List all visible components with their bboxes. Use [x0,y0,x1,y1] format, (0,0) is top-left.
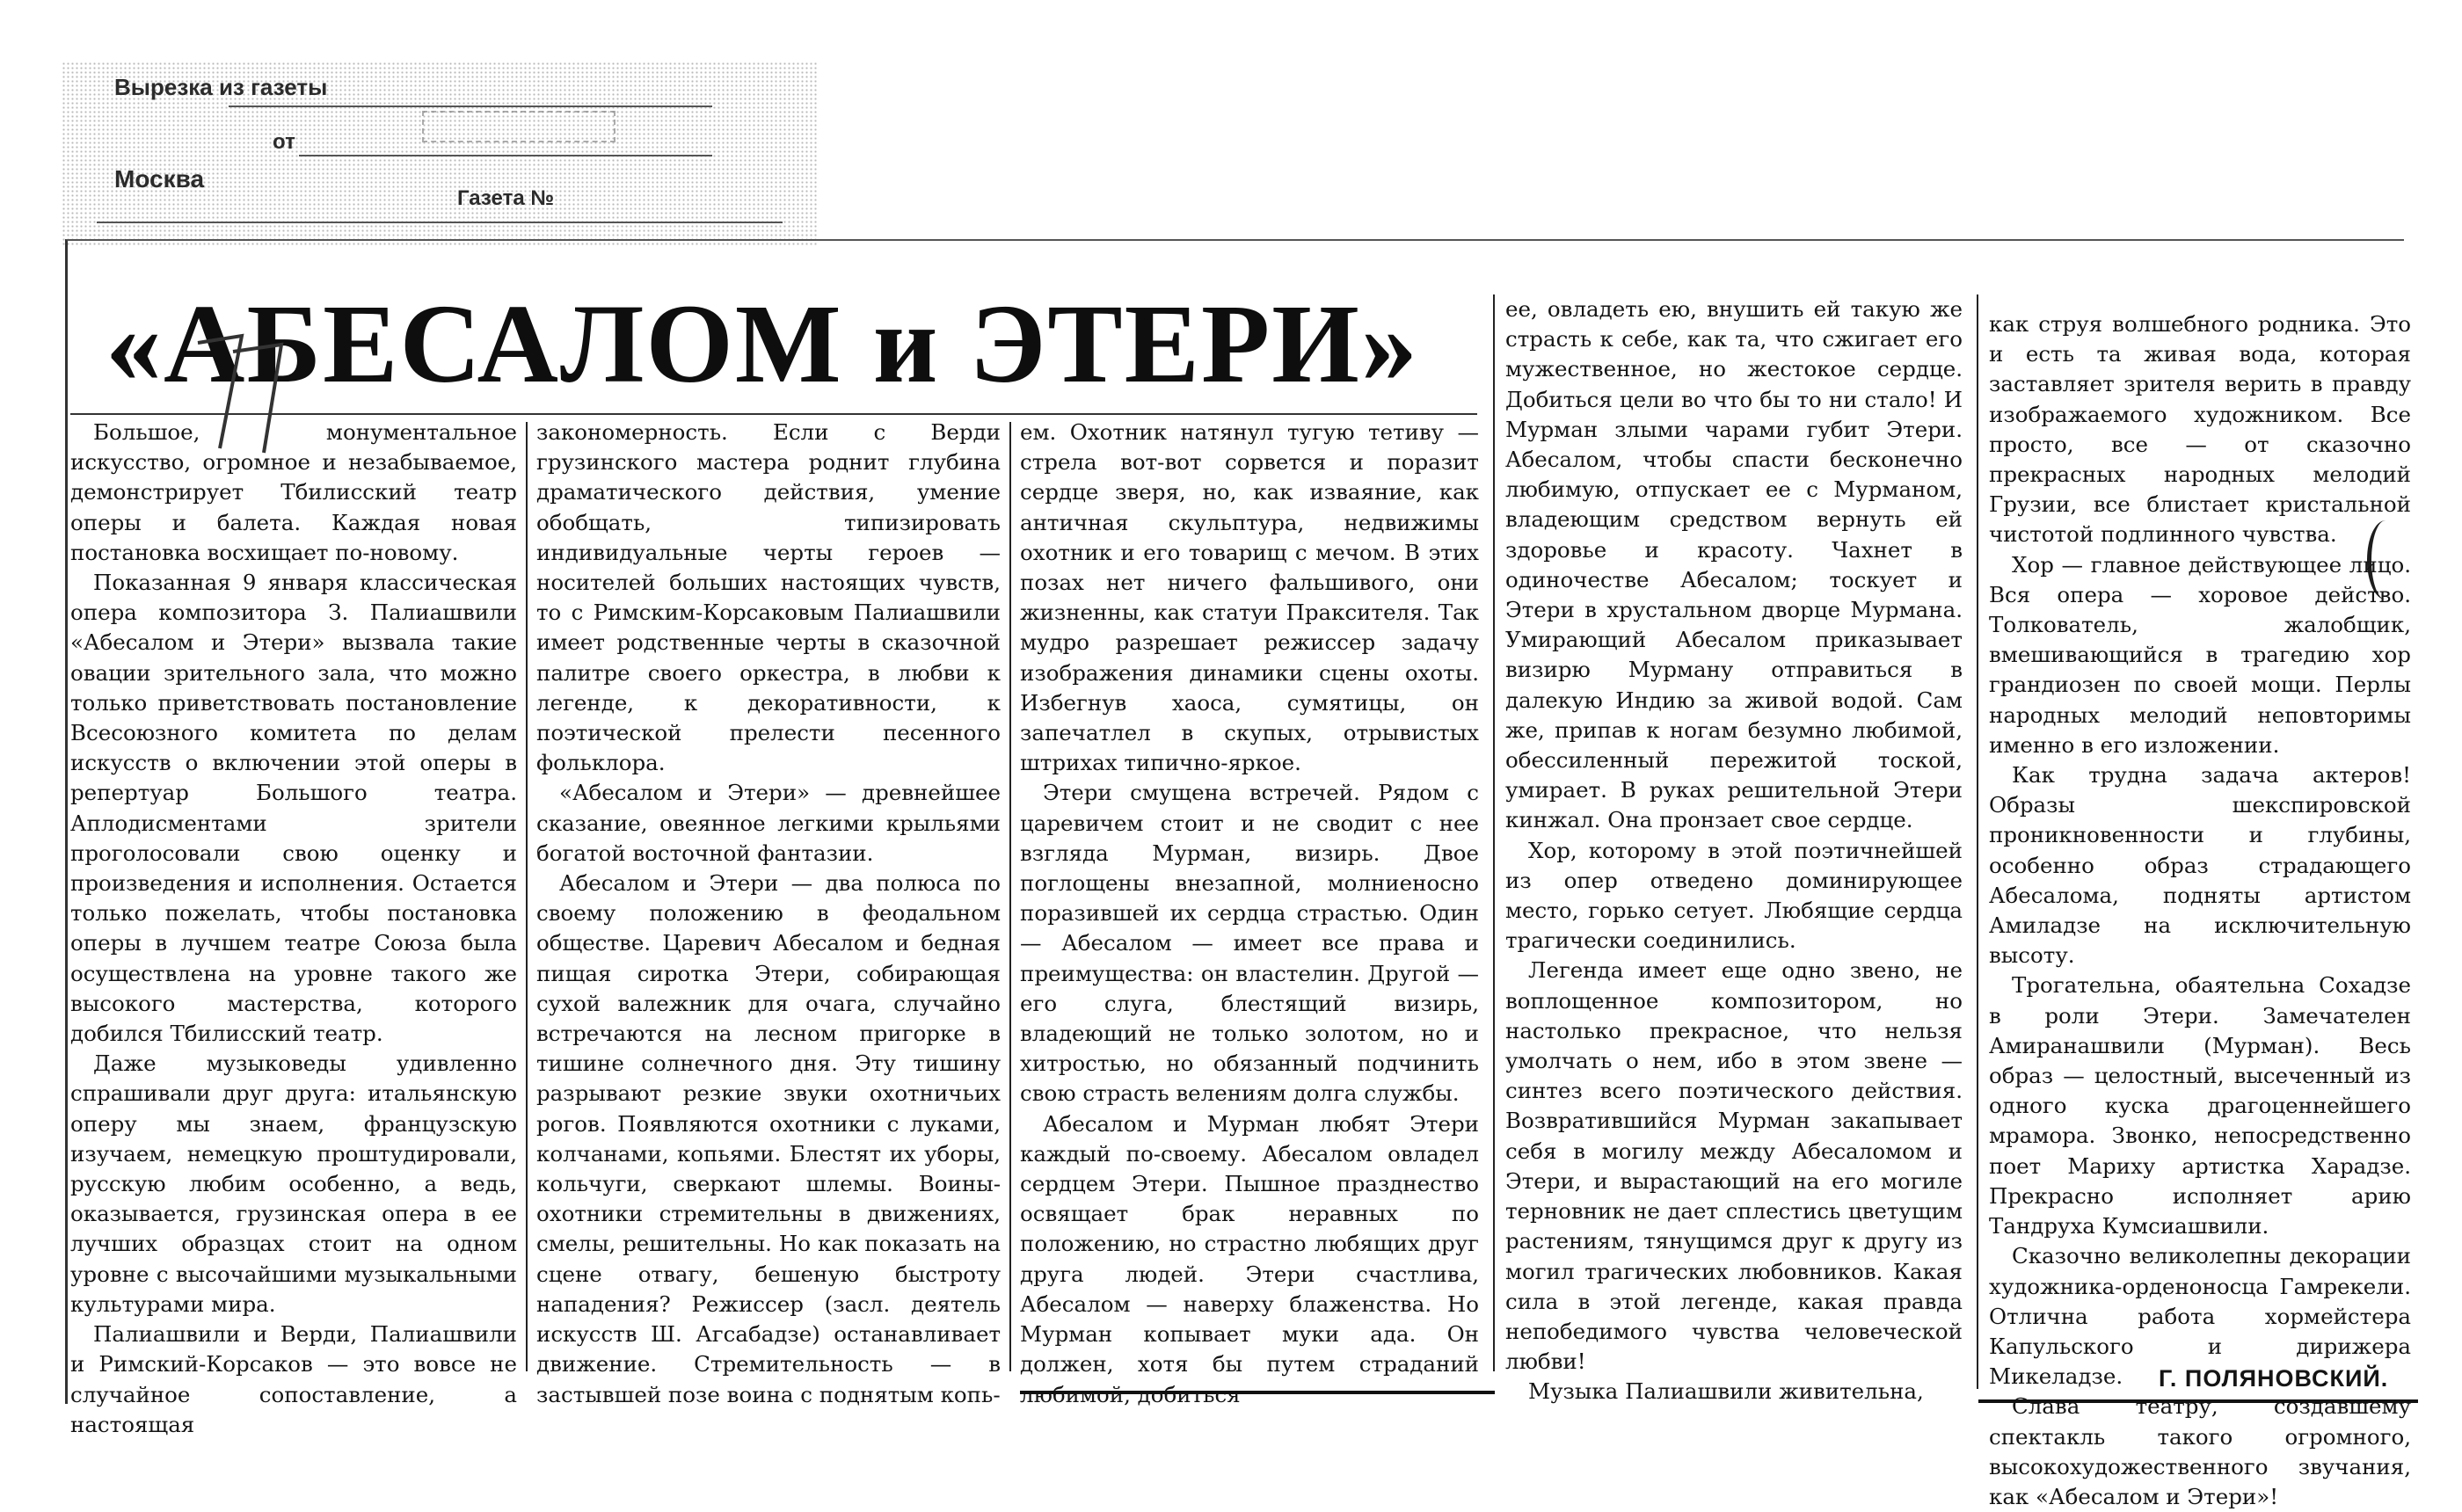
paragraph: как струя волшебного родника. Это и есть та живая вода, которая заставляет зрителя верить в правду изображаемого художником. Все просто, все — от сказочно прекрасных народных мелодий Грузии, все блистает кристальной чистотой подлинного чувства. [1989,311,2411,548]
paragraph: Музыка Палиашвили живительна, [1528,1378,1924,1405]
author-signature: Г. ПОЛЯНОВСКИЙ. [2159,1365,2389,1392]
paragraph: Трогательна, обаятельна Сохадзе в роли Этери. Замечателен Амиранашвили (Мурман). Весь образ — целостный, высеченный из одного куска драгоценнейшего мрамора. Звонко, непосредственно поет Мариху артистка Харадзе. Прекрасно исполняет арию Тандруха Кумсиашвили. [1989,972,2411,1239]
article-column-3 [1020,418,1479,1410]
paragraph: Слава театру, создавшему спектакль такого огромного, высокохудожественного звучания, как «Абесалом и Этери»! [1989,1393,2411,1509]
clipping-city-label: Москва [114,165,205,193]
clipping-source-label: Вырезка из газеты [114,74,328,100]
column-rule [1493,294,1495,1371]
paragraph: Хор — главное действующее лицо. Вся опера — хоровое действо. Толкователь, жалобщик, вмешивающийся в трагедию хор грандиозен по своей мощи. Перлы народных мелодий неповторимы именно в его изложении. [1989,551,2411,758]
slip-rule [229,105,712,107]
paragraph: ем. Охотник натянул тугую тетиву — стрела вот-вот сорвется и поразит сердце зверя, но, как изваяние, как античная скульптура, недвижимы охотник и его товарищ с мечом. В этих позах нет ничего фальшивого, они жизненны, как статуи Праксителя. Так мудро разрешает режиссер задачу изображения динамики сцены охоты. Избегнув хаоса, сумятицы, он запечатлел в скупых, отрывистых штрихах типично-яркое. [1020,419,1479,776]
article-headline: «АБЕСАЛОМ и ЭТЕРИ» [106,281,1419,406]
slip-rule [97,222,783,223]
paragraph: Абесалом и Этери — два полюса по своему положению в феодальном обществе. Царевич Абесалом и бедная пищая сиротка Этери, собирающая сухой валежник для очага, случайно встречаются на лесном пригорке в тишине солнечного дня. Эту тишину разрывают резкие звуки охотничьих рогов. Появляются охотники с луками, колчанами, копьями. Блестят их уборы, кольчуги, сверкают шлемы. Воины-охотники стремительны в движениях, смелы, решительны. Но как показать на сцене отвагу, бешеную быстроту нападения? Режиссер (засл. деятель искусств Ш. Агсабадзе) останавливает движение. Стремительность — в застывшей позе воина с поднятым копь- [536,870,1001,1407]
clipping-date-label: от [273,130,295,154]
paragraph: Абесалом и Мурман любят Этери каждый по-своему. Абесалом овладел сердцем Этери. Пышное празднество освящает брак неравных по положению, но страстно любящих друг друга людей. Этери счастлива, Абесалом — наверху блаженства. Но Мурман копывает муки ада. Он должен, хотя бы путем страданий любимой, добиться [1020,1110,1479,1407]
bottom-rule [1020,1391,1495,1394]
paragraph: Хор, которому в этой поэтичнейшей из опер отведено доминирующее место, горько сетует. Любящие сердца трагически соединились. [1505,837,1963,954]
paragraph: Сказочно великолепны декорации художника-орденоносца Гамрекели. Отлична работа хормейстера Капульского и дирижера Микеладзе. [1989,1243,2411,1390]
paragraph: ее, овладеть ею, внушить ей такую же страсть к себе, как та, что сжигает его мужественное, но жестокое сердце. Добиться цели во что бы то ни стало! И Мурман злыми чарами губит Этери. Абесалом, чтобы спасти бесконечно любимую, отпускает ее с Мурманом, владеющим средством вернуть ей здоровье и красоту. Чахнет в одиночестве Абесалом; тоскует и Этери в хрустальном дворце Мурмана. Умирающий Абесалом приказывает визирю Мурману отправиться в далекую Индию за живой водой. Сам же, припав к ногам безумно любимой, обессиленный пережитой тоской, умирает. В руках решительной Этери кинжал. Она пронзает свое сердце. [1505,296,1963,833]
slip-rule [299,155,712,156]
paragraph: Этери смущена встречей. Рядом с царевичем стоит и не сводит с нее взгляда Мурман, визирь. Двое поглощены внезапной, молниеносно поразившей их сердца страстью. Один — Абесалом — имеет все права и преимущества: он властелин. Другой — его слуга, блестящий визирь, владеющий не только золотом, но и хитростью, но обязанный подчинить свою страсть велениям долга службы. [1020,780,1479,1107]
paragraph: Показанная 9 января классическая опера композитора З. Палиашвили «Абесалом и Этери» вызвала такие овации зрительного зала, что можно только приветствовать постановление Всесоюзного комитета по делам искусств о включении этой оперы в репертуар Большого театра. Аплодисментами зрители проголосовали свою оценку и произведения и исполнения. Остается только пожелать, чтобы постановка оперы в лучшем театре Союза была осуществлена на уровне такого же высокого мастерства, которого добился Тбилисский театр. [70,570,517,1047]
paragraph: Как трудна задача актеров! Образы шекспировской проникновенности и глубины, особенно образ страдающего Абесалома, подняты артистом Амиладзе на исключительную высоту. [1989,762,2411,969]
article-column-5 [1989,309,2411,1512]
article-column-1 [70,418,517,1440]
paragraph: Легенда имеет еще одно звено, не воплощенное композитором, но настолько прекрасное, что нельзя умолчать о нем, ибо в этом звене — синтез всего поэтического действия. Возвратившийся Мурман закапывает себя в могилу между Абесаломом и Этери, и вырастающий на его могиле терновник не дает сплестись цветущим растениям, тянущимся друг к другу из могил трагических любовников. Какая сила в этой легенде, какая правда непобедимого чувства человеческой любви! [1505,957,1963,1375]
column-rule [526,422,528,1371]
column-rule [1977,294,1978,1389]
paragraph: «Абесалом и Этери» — древнейшее сказание, овеянное легкими крыльями богатой восточной фантазии. [536,780,1001,866]
paragraph: Большое, монументальное искусство, огромное и незабываемое, демонстрирует Тбилисский театр оперы и балета. Каждая новая постановка восхищает по-новому. [70,419,517,565]
paragraph: Даже музыковеды удивленно спрашивали друг друга: итальянскую оперу мы знаем, французскую изучаем, немецкую проштудировали, русскую любим особенно, а ведь, оказывается, грузинская опера в ее лучших образцах стоит на одном уровне с высочайшими музыкальными культурами мира. [70,1050,517,1317]
clipping-header-slip [62,62,818,246]
date-stamp [422,111,616,142]
bottom-rule [1978,1399,2418,1403]
column-rule [1009,422,1011,1371]
paragraph: Палиашвили и Верди, Палиашвили и Римский-Корсаков — это вовсе не случайное сопоставление, а настоящая [70,1321,517,1437]
headline-rule [70,413,1477,415]
article-column-2 [536,418,1001,1410]
paragraph: закономерность. Если с Верди грузинского мастера роднит глубина драматического действия, умение обобщать, типизировать индивидуальные черты героев — носителей больших настоящих чувств, то с Римским-Корсаковым Палиашвили имеет родственные черты в сказочной палитре своего оркестра, в любви к легенде, к декоративности, к поэтической прелести песенного фольклора. [536,419,1001,776]
clipping-newspaper-label: Газета № [457,186,555,210]
article-column-4 [1505,294,1963,1407]
